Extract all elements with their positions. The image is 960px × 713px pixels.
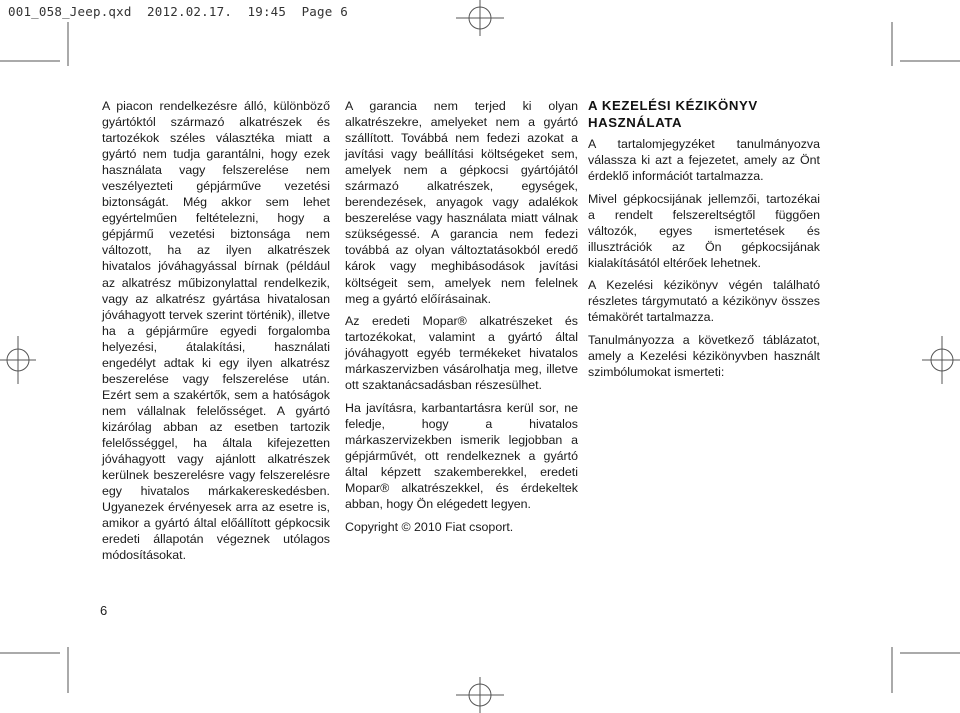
crop-mark-top-right xyxy=(870,0,960,70)
crop-mark-bottom-left xyxy=(0,643,90,713)
body-paragraph: Tanulmányozza a következő táblázatot, amely a Kezelési kézikönyvben használt szimbólumokat ismerteti: xyxy=(588,333,820,380)
body-paragraph: Ha javításra, karbantartásra kerül sor, ne feledje, hogy a hivatalos márkaszervizekben ismerik legjobban a gépjárművét, ott rendelkeznek a gyártó által képzett szakemberekkel, eredeti Mopar® alkatrészekkel, és érdekeltek abban, hogy Ön elégedett legyen. xyxy=(345,400,578,512)
registration-mark-icon xyxy=(922,336,960,384)
registration-mark-icon xyxy=(456,0,504,36)
body-paragraph: A Kezelési kézikönyv végén található részletes tárgymutató a kézikönyv összes témakörét tartalmazza. xyxy=(588,278,820,325)
file-slug: 001_058_Jeep.qxd 2012.02.17. 19:45 Page 6 xyxy=(8,4,348,19)
crop-mark-bottom-right xyxy=(870,643,960,713)
column-middle xyxy=(345,98,578,541)
crop-mark-top-left xyxy=(0,0,90,70)
body-paragraph: Az eredeti Mopar® alkatrészeket és tartozékokat, valamint a gyártó által jóváhagyott egyéb termékeket hivatalos márkaszervizben vásárolhatja meg, illetve ott szaktanácsadásban részesülhet. xyxy=(345,314,578,393)
body-paragraph: A garancia nem terjed ki olyan alkatrészekre, amelyeket nem a gyártó szállított. Továbbá nem fedezi azokat a javítási vagy beállítási költségeket sem, amelyek nem a gépkocsi gyártójától származó alkatrészek, egységek, berendezések, anyagok vagy adalékok beszerelése vagy használata miatt válnak szükségessé. A garancia nem fedezi továbbá az olyan változtatásokból eredő károk vagy meghibásodások javítási költségeit sem, amelyek nem felelnek meg a gyártó előírásainak. xyxy=(345,99,578,306)
column-right xyxy=(588,98,820,387)
body-paragraph: A tartalomjegyzéket tanulmányozva válassza ki azt a fejezetet, amely az Önt érdeklő információt tartalmazza. xyxy=(588,137,820,184)
body-paragraph: Mivel gépkocsijának jellemzői, tartozékai a rendelt felszereltségtől függően változók, egyes ismertetések és illusztrációk az Ön gépkocsijának kialakításától eltérőek lehetnek. xyxy=(588,191,820,270)
body-paragraph: A piacon rendelkezésre álló, különböző gyártóktól származó alkatrészek és tartozékok széles választéka miatt a gyártó nem tudja garantálni, hogy ezek használata vagy felszerelése nem veszélyezteti gépjárműve vezetési biztonságát. Még akkor sem lehet egyértelműen feltételezni, hogy a gépjármű vezetési biztonsága nem változott, ha az ilyen alkatrészek hivatalos jóváhagyással bírnak (például az alkatrész műbizonylattal rendelkezik, vagy az alkatrész gyártása hivatalosan jóváhagyott tervek szerint történik), illetve ha a gépjárműre egyedi forgalomba helyezési, átalakítási, használati engedélyt adtak ki egy ilyen alkatrész beszerelése vagy felszerelése után. Ezért sem a szakértők, sem a hatóságok nem vállalnak felelősséget. A gyártó kizárólag abban az esetben tartozik felelősséggel, ha általa kifejezetten jóváhagyott vagy ajánlott alkatrészek kerülnek beszerelésre vagy felszerelésre egy hivatalos márkakereskedésben. Ugyanezek érvényesek arra az esetre is, amikor a gyártó által előállított gépkocsik eredeti állapotán végeznek utólagos módosításokat. xyxy=(102,99,330,563)
registration-mark-icon xyxy=(0,336,36,384)
section-heading: A KEZELÉSI KÉZIKÖNYV HASZNÁLATA xyxy=(588,98,758,130)
registration-mark-icon xyxy=(456,677,504,713)
page-number: 6 xyxy=(100,603,108,618)
column-left xyxy=(102,98,330,563)
copyright-line: Copyright © 2010 Fiat csoport. xyxy=(345,519,514,534)
